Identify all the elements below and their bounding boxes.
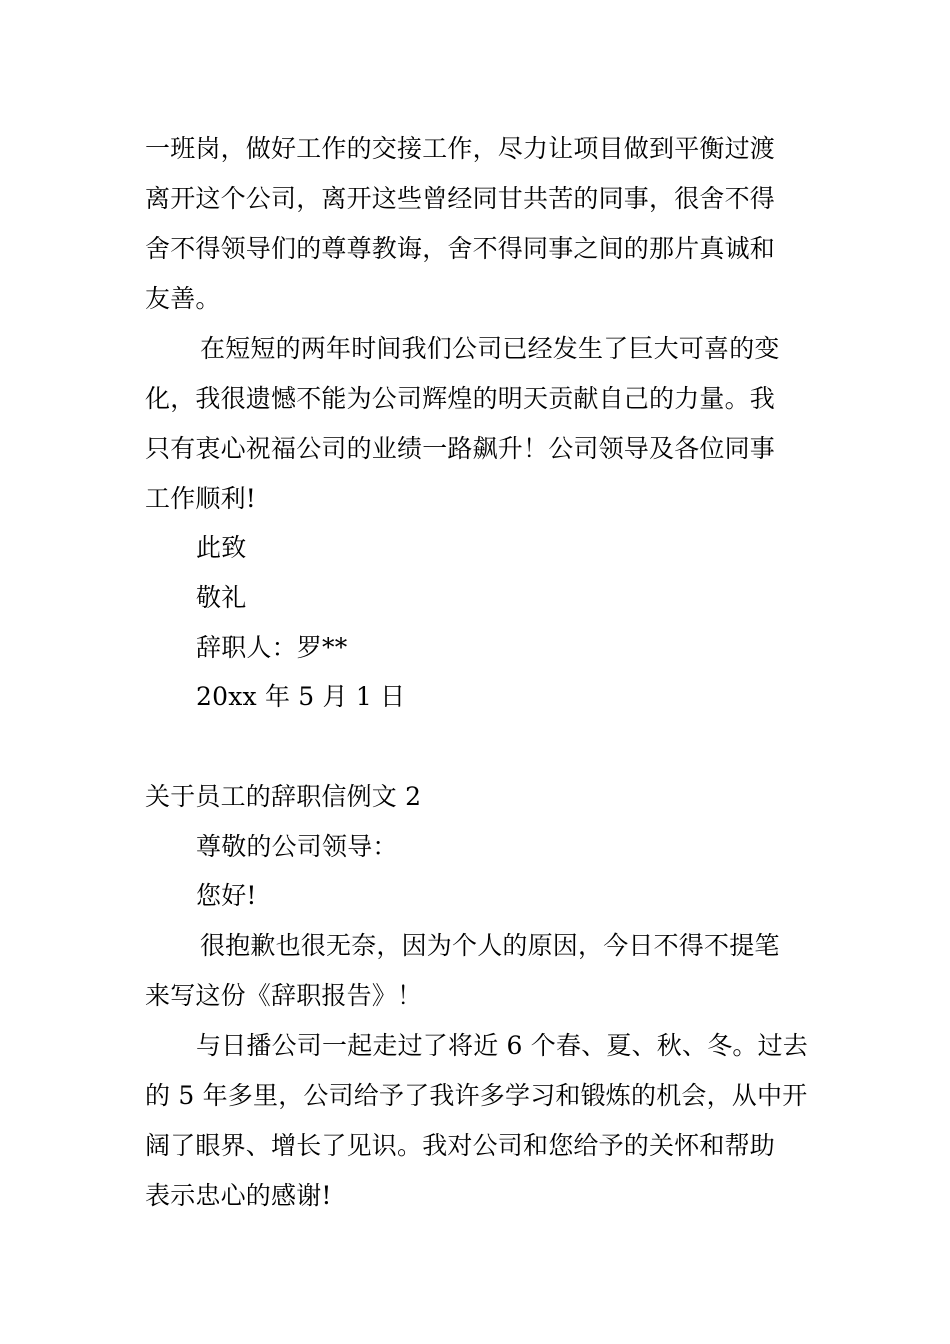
letter1-closing-1: 此致 — [196, 533, 247, 562]
letter1-para2-line4: 工作顺利! — [145, 484, 257, 513]
letter1-date: 20xx 年 5 月 1 日 — [196, 682, 406, 711]
letter1-para2-line1: 在短短的两年时间我们公司已经发生了巨大可喜的变 — [200, 334, 780, 363]
letter1-para1-line1: 一班岗，做好工作的交接工作，尽力让项目做到平衡过渡 — [145, 134, 776, 163]
letter2-greeting: 您好! — [196, 881, 257, 910]
letter1-para1-line3: 舍不得领导们的尊尊教诲，舍不得同事之间的那片真诚和 — [145, 234, 776, 263]
letter1-para2-line3: 只有衷心祝福公司的业绩一路飙升！公司领导及各位同事 — [145, 434, 776, 463]
letter1-closing-2: 敬礼 — [196, 583, 247, 612]
letter1-para2-line2: 化，我很遗憾不能为公司辉煌的明天贡献自己的力量。我 — [145, 384, 776, 413]
letter2-salutation: 尊敬的公司领导： — [196, 832, 398, 861]
letter2-para2-line1: 与日播公司一起走过了将近 6 个春、夏、秋、冬。过去 — [196, 1031, 809, 1060]
letter2-para1-line1: 很抱歉也很无奈，因为个人的原因，今日不得不提笔 — [200, 931, 780, 960]
letter2-para2-line2: 的 5 年多里，公司给予了我许多学习和锻炼的机会，从中开 — [145, 1081, 808, 1110]
letter2-title: 关于员工的辞职信例文 2 — [145, 782, 422, 811]
letter1-para1-line4: 友善。 — [145, 284, 221, 313]
letter2-para2-line3: 阔了眼界、增长了见识。我对公司和您给予的关怀和帮助 — [145, 1131, 776, 1160]
letter2-para1-line2: 来写这份《辞职报告》！ — [145, 981, 423, 1010]
letter1-signer: 辞职人：罗** — [196, 633, 348, 662]
letter1-para1-line2: 离开这个公司，离开这些曾经同甘共苦的同事，很舍不得 — [145, 184, 776, 213]
letter2-para2-line4: 表示忠心的感谢! — [145, 1181, 332, 1210]
